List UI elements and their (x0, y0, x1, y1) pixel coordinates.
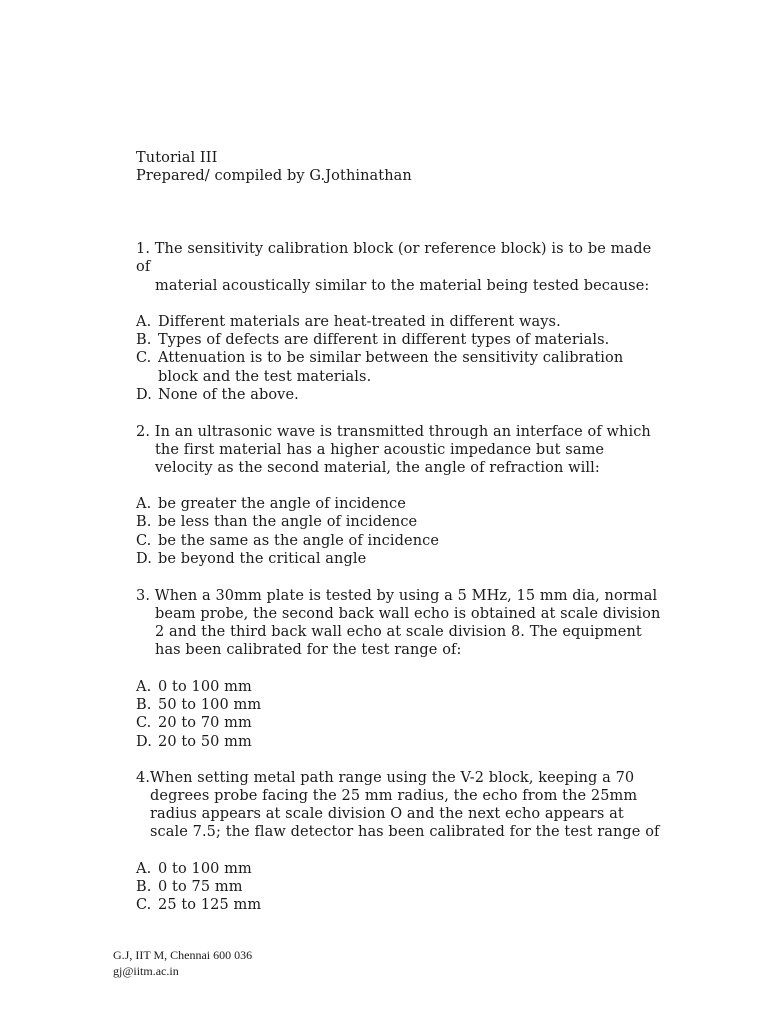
footer-address: G.J, IIT M, Chennai 600 036 (113, 948, 253, 962)
option-d (136, 550, 366, 568)
option-letter: B. (136, 697, 152, 713)
option-letter: A. (136, 496, 152, 512)
question-text-line: has been calibrated for the test range of: (155, 642, 462, 658)
option-c (136, 714, 252, 732)
option-text: be less than the angle of incidence (158, 514, 418, 530)
option-text: None of the above. (158, 387, 299, 403)
option-letter: B. (136, 332, 152, 348)
question-text-line: material acoustically similar to the material being tested because: (155, 278, 650, 294)
option-letter: C. (136, 350, 152, 366)
option-letter: B. (136, 879, 152, 895)
option-a (136, 495, 406, 513)
option-text: 0 to 100 mm (158, 679, 252, 695)
question-text-line: the first material has a higher acoustic impedance but same (155, 442, 605, 458)
option-c (136, 532, 439, 550)
author-line: Prepared/ compiled by G.Jothinathan (136, 168, 412, 184)
footer-email: gj@iitm.ac.in (113, 964, 179, 978)
option-text: 20 to 70 mm (158, 715, 252, 731)
option-text: Types of defects are different in different types of materials. (158, 332, 610, 348)
option-a (136, 860, 252, 878)
option-c (136, 349, 623, 367)
option-b (136, 513, 417, 531)
option-b (136, 696, 261, 714)
question-text-line: velocity as the second material, the angle of refraction will: (155, 460, 600, 476)
question-text-line: beam probe, the second back wall echo is obtained at scale division (155, 606, 661, 622)
option-text: be greater the angle of incidence (158, 496, 406, 512)
question-text-line: 1. The sensitivity calibration block (or reference block) is to be made (136, 241, 652, 257)
option-letter: A. (136, 314, 152, 330)
option-text: 0 to 75 mm (158, 879, 243, 895)
option-text: 50 to 100 mm (158, 697, 262, 713)
option-c-continued (136, 368, 371, 386)
option-letter: C. (136, 715, 152, 731)
option-a (136, 313, 561, 331)
option-b (136, 331, 609, 349)
question-text-line: degrees probe facing the 25 mm radius, the echo from the 25mm (150, 788, 638, 804)
option-letter: C. (136, 533, 152, 549)
option-c (136, 896, 261, 914)
option-d (136, 386, 299, 404)
option-text: 25 to 125 mm (158, 897, 262, 913)
question-text-line: scale 7.5; the flaw detector has been calibrated for the test range of (150, 824, 660, 840)
option-a (136, 678, 252, 696)
option-letter: A. (136, 679, 152, 695)
option-b (136, 878, 243, 896)
question-text-line: 2 and the third back wall echo at scale division 8. The equipment (155, 624, 642, 640)
option-text: be beyond the critical angle (158, 551, 367, 567)
option-text: be the same as the angle of incidence (158, 533, 440, 549)
option-letter: A. (136, 861, 152, 877)
option-letter: D. (136, 387, 152, 403)
question-text-line: 4.When setting metal path range using the V-2 block, keeping a 70 (136, 770, 635, 786)
option-letter: D. (136, 551, 152, 567)
question-text-line: of (136, 259, 151, 275)
option-text: 20 to 50 mm (158, 734, 252, 750)
option-letter: D. (136, 734, 152, 750)
question-text-line: 3. When a 30mm plate is tested by using a 5 MHz, 15 mm dia, normal (136, 588, 658, 604)
option-text: Attenuation is to be similar between the sensitivity calibration (158, 350, 624, 366)
option-text: Different materials are heat-treated in different ways. (158, 314, 561, 330)
option-text: 0 to 100 mm (158, 861, 252, 877)
tutorial-title: Tutorial III (136, 150, 218, 166)
option-text: block and the test materials. (158, 369, 372, 385)
question-text-line: 2. In an ultrasonic wave is transmitted through an interface of which (136, 424, 651, 440)
option-letter: B. (136, 514, 152, 530)
option-d (136, 733, 252, 751)
question-text-line: radius appears at scale division O and the next echo appears at (150, 806, 624, 822)
option-letter: C. (136, 897, 152, 913)
